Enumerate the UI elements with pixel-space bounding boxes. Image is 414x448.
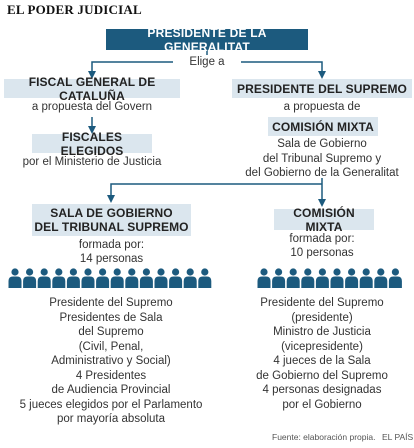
member-line: (vicepresidente) xyxy=(281,340,363,353)
member-line: 5 jueces elegidos por el Parlamento xyxy=(19,398,203,411)
comision-people-icons xyxy=(257,268,407,290)
elige-left-arrow xyxy=(92,62,173,75)
person-icon xyxy=(111,268,124,288)
source-note: Fuente: elaboración propia. xyxy=(272,432,376,442)
member-line: del Supremo xyxy=(78,326,144,338)
person-icon xyxy=(258,268,271,288)
member-line: de Audiencia Provincial xyxy=(51,384,171,396)
brand-label: EL PAÍS xyxy=(382,432,414,442)
sala-gobierno-box xyxy=(32,204,191,236)
person-icon xyxy=(184,268,197,288)
comision-mixta-label: COMISIÓN MIXTA xyxy=(293,205,355,234)
fiscales-elegidos-label: FISCALES ELEGIDOS xyxy=(60,129,124,158)
description-line: Sala de Gobierno xyxy=(277,138,367,150)
person-icon xyxy=(374,268,387,288)
presidente-supremo-label: PRESIDENTE DEL SUPREMO xyxy=(236,81,407,96)
fiscales-elegidos-subtitle: por el Ministerio de Justicia xyxy=(22,156,162,168)
member-line: Presidente del Supremo xyxy=(49,297,173,309)
person-icon xyxy=(155,268,168,288)
elige-right-arrow xyxy=(241,62,322,75)
member-line: por el Gobierno xyxy=(282,398,362,411)
comision-members-list xyxy=(232,296,412,412)
presidente-supremo-box xyxy=(232,79,412,98)
person-icon xyxy=(140,268,153,288)
member-line: 4 personas designadas xyxy=(262,384,382,396)
member-line: de Gobierno del Supremo xyxy=(256,369,388,382)
member-line: Administrativo y Social) xyxy=(51,355,171,367)
person-icon xyxy=(23,268,36,288)
person-icon xyxy=(345,268,358,288)
person-icon xyxy=(96,268,109,288)
fiscal-general-label: FISCAL GENERAL DE CATALUÑA xyxy=(28,74,156,103)
description-line: del Gobierno de la Generalitat xyxy=(245,167,399,179)
sala-count-label: 14 personas xyxy=(79,253,144,265)
person-icon xyxy=(301,268,314,288)
member-line: (presidente) xyxy=(291,311,353,324)
sala-formed-label: formada por: xyxy=(78,239,145,251)
presidente-generalitat-label: PRESIDENTE DE LA GENERALITAT xyxy=(147,25,267,54)
person-icon xyxy=(389,268,402,288)
person-icon xyxy=(125,268,138,288)
person-icon xyxy=(272,268,285,288)
person-icon xyxy=(52,268,65,288)
fiscales-elegidos-box xyxy=(32,129,152,158)
person-icon xyxy=(360,268,373,288)
presidente-generalitat-box xyxy=(106,25,308,54)
fiscal-general-box xyxy=(4,74,180,103)
person-icon xyxy=(82,268,95,288)
comision-formed-label: formada por: xyxy=(289,233,355,245)
elige-label: Elige a xyxy=(173,55,241,70)
comision-count-label: 10 personas xyxy=(290,247,354,259)
comision-mixta-small-box xyxy=(268,117,378,136)
presidente-supremo-subtitle: a propuesta de xyxy=(283,101,361,113)
member-line: 4 jueces de la Sala xyxy=(273,355,371,367)
page-title: EL PODER JUDICIAL xyxy=(7,2,142,17)
sala-members-list xyxy=(4,296,218,427)
fiscal-general-subtitle: a propuesta del Govern xyxy=(31,101,153,113)
sala-people-icons xyxy=(8,268,214,290)
person-icon xyxy=(9,268,22,288)
person-icon xyxy=(331,268,344,288)
member-line: Presidentes de Sala xyxy=(59,311,163,324)
sala-gobierno-label-line: DEL TRIBUNAL SUPREMO xyxy=(34,220,189,234)
person-icon xyxy=(38,268,51,288)
person-icon xyxy=(287,268,300,288)
sala-gobierno-label-line: SALA DE GOBIERNO xyxy=(50,206,173,220)
person-icon xyxy=(198,268,211,288)
sala-arrow xyxy=(111,184,322,199)
person-icon xyxy=(67,268,80,288)
comision-mixta-small-label: COMISIÓN MIXTA xyxy=(272,119,374,134)
member-line: 4 Presidentes xyxy=(75,369,147,382)
member-line: (Civil, Penal, xyxy=(78,340,144,353)
comision-mixta-box xyxy=(274,205,374,234)
person-icon xyxy=(316,268,329,288)
member-line: Ministro de Justicia xyxy=(273,326,371,338)
description-line: del Tribunal Supremo y xyxy=(262,152,382,165)
comision-mixta-description xyxy=(232,137,412,181)
member-line: por mayoría absoluta xyxy=(56,413,166,425)
member-line: Presidente del Supremo xyxy=(260,297,384,309)
person-icon xyxy=(169,268,182,288)
